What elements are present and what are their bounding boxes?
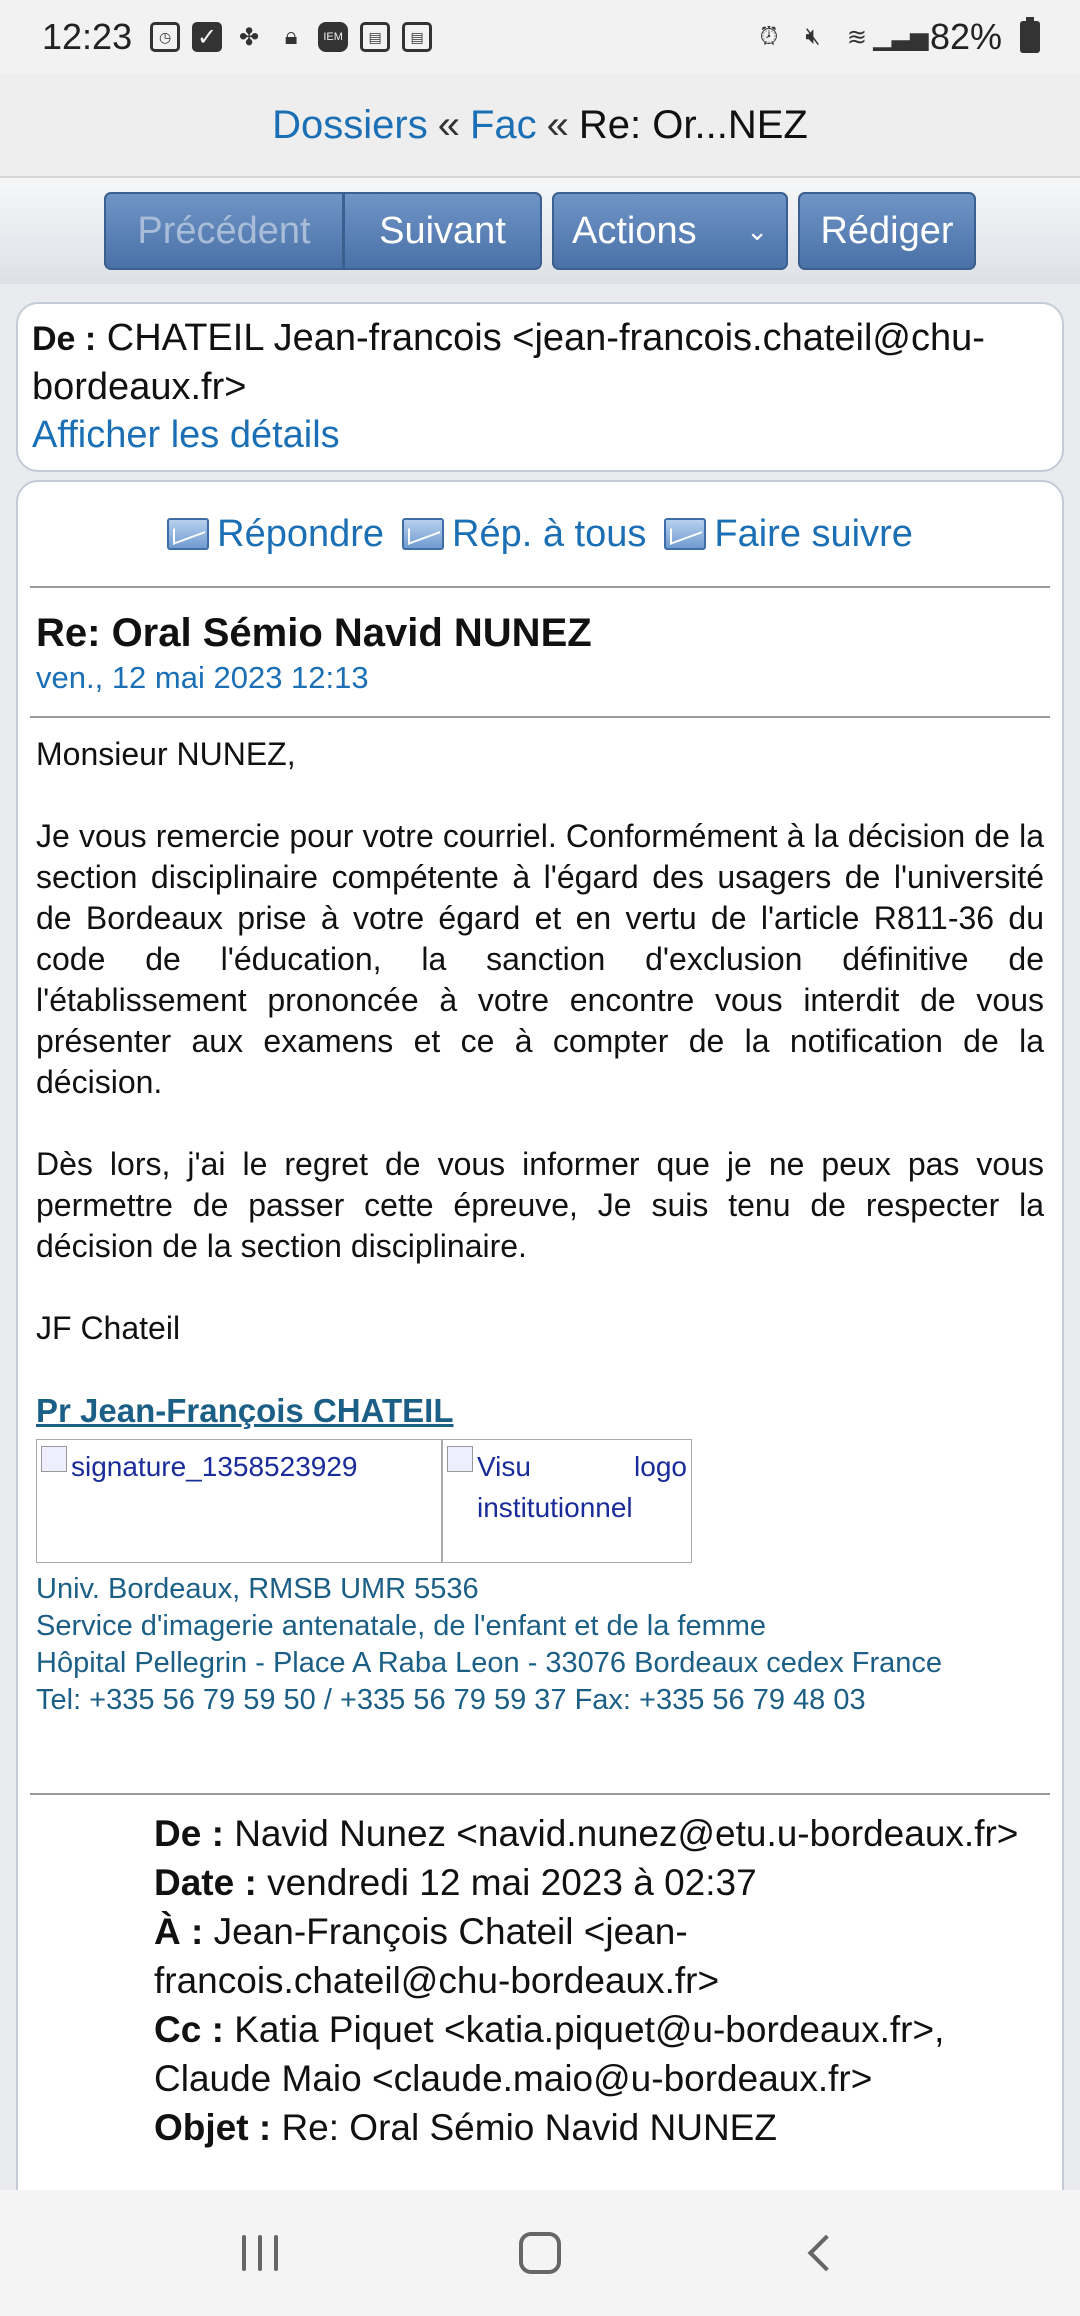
recent-apps-button[interactable] — [230, 2223, 290, 2283]
reply-all-icon — [402, 518, 444, 550]
forward-button[interactable] — [664, 513, 913, 556]
quoted-cc-label: Cc : — [154, 2009, 224, 2050]
quoted-subject — [154, 2103, 1030, 2152]
reply-label: Répondre — [217, 512, 385, 555]
quoted-to-value: Jean-François Chateil <jean-francois.chateil@chu-bordeaux.fr> — [154, 1911, 720, 2001]
wifi-icon: ≋ — [846, 23, 867, 51]
check-icon: ✓ — [192, 22, 222, 52]
message-paragraph: Dès lors, j'ai le regret de vous informer que je ne peux pas vous permettre de passer cette épreuve, Je suis tenu de respecter la décision de la section disciplinaire. — [36, 1146, 1044, 1264]
quoted-date-value: vendredi 12 mai 2023 à 02:37 — [267, 1862, 757, 1903]
reply-button[interactable] — [167, 513, 384, 556]
quoted-cc-value: Katia Piquet <katia.piquet@u-bordeaux.fr>, Claude Maio <claude.maio@u-bordeaux.fr> — [154, 2009, 945, 2099]
recent-apps-icon — [242, 2235, 278, 2271]
battery-icon — [1020, 21, 1040, 53]
quoted-header — [30, 1795, 1050, 2152]
home-button[interactable] — [510, 2223, 570, 2283]
battery-percent: 82% — [929, 16, 1002, 57]
signature-line: Service d'imagerie antenatale, de l'enfant et de la femme — [36, 1610, 767, 1642]
alarm-icon: ⏰︎ — [759, 23, 779, 50]
reply-actions — [30, 482, 1050, 588]
quoted-to — [154, 1907, 1030, 2005]
fan-icon: ✤ — [239, 23, 260, 51]
sender-card — [16, 302, 1064, 472]
signature-images — [36, 1439, 1044, 1563]
iem-icon: IEM — [318, 22, 348, 52]
message-body — [30, 718, 1050, 1719]
clock-icon: ◷ — [150, 22, 180, 52]
show-details-link[interactable]: Afficher les détails — [32, 414, 340, 456]
reply-icon — [167, 518, 209, 550]
subject-block — [30, 588, 1050, 718]
reply-all-button[interactable] — [402, 513, 646, 556]
system-icons — [754, 16, 1040, 58]
logo-image-alt: Visu logo institutionnel — [477, 1451, 687, 1523]
signature-line: Univ. Bordeaux, RMSB UMR 5536 — [36, 1573, 479, 1605]
institution-logo-image — [442, 1439, 692, 1563]
message-paragraph: Je vous remercie pour votre courriel. Conformément à la décision de la section disciplinaire compétente à l'égard des usagers de l'université de Bordeaux prise à votre égard et en vertu de l'article R811-36 du code de l'éducation, la sanction d'exclusion définitive de l'établissement prononcée à votre encontre vous interdit de vous présenter aux examens et ce à compter de la notification de la décision. — [36, 818, 1044, 1100]
quoted-from-value: Navid Nunez <navid.nunez@etu.u-bordeaux.fr> — [234, 1813, 1019, 1854]
broken-image-icon — [447, 1446, 473, 1472]
previous-button[interactable]: Précédent — [104, 192, 344, 270]
breadcrumb-fac-link[interactable]: Fac — [469, 102, 537, 147]
signature-contact — [36, 1571, 1044, 1719]
breadcrumb-separator: « — [546, 102, 569, 147]
breadcrumb-separator: « — [437, 102, 460, 147]
lock-icon: 🔒︎ — [284, 23, 298, 50]
breadcrumb — [0, 74, 1080, 178]
signature-image — [36, 1439, 442, 1563]
breadcrumb-folders-link[interactable]: Dossiers — [272, 102, 428, 147]
quoted-subject-label: Objet : — [154, 2107, 272, 2148]
system-nav-bar — [0, 2190, 1080, 2316]
status-bar — [0, 0, 1080, 74]
signature-name-link[interactable]: Pr Jean-François CHATEIL — [36, 1392, 454, 1429]
quoted-cc — [154, 2005, 1030, 2103]
signal-icon: ▁▃▅ — [873, 23, 929, 51]
notification-icons — [150, 22, 432, 52]
quoted-from-label: De : — [154, 1813, 224, 1854]
sender-line — [32, 314, 1048, 411]
forward-label: Faire suivre — [714, 512, 913, 555]
message-date: ven., 12 mai 2023 12:13 — [36, 660, 369, 695]
compose-button[interactable]: Rédiger — [798, 192, 976, 270]
forward-icon — [664, 518, 706, 550]
message-closing: JF Chateil — [36, 1310, 181, 1346]
message-greeting: Monsieur NUNEZ, — [36, 736, 296, 772]
quoted-subject-value: Re: Oral Sémio Navid NUNEZ — [281, 2107, 777, 2148]
signature-image-alt: signature_1358523929 — [71, 1451, 358, 1482]
next-button[interactable]: Suivant — [344, 192, 542, 270]
home-icon — [519, 2232, 561, 2274]
actions-label: Actions — [572, 209, 697, 252]
quoted-date — [154, 1858, 1030, 1907]
reply-all-label: Rép. à tous — [452, 512, 647, 555]
message-card — [16, 480, 1064, 2316]
status-time: 12:23 — [42, 16, 133, 57]
message-subject: Re: Oral Sémio Navid NUNEZ — [36, 611, 592, 655]
calendar-icon: ▤ — [402, 22, 432, 52]
sender-label: De : — [32, 320, 97, 358]
navigation-button-group — [104, 192, 542, 270]
breadcrumb-current: Re: Or...NEZ — [578, 102, 808, 147]
sender-value: CHATEIL Jean-francois <jean-francois.chateil@chu-bordeaux.fr> — [32, 317, 985, 408]
back-button[interactable] — [790, 2223, 850, 2283]
calendar-icon: ▤ — [360, 22, 390, 52]
message-toolbar — [0, 178, 1080, 284]
back-icon — [808, 2235, 845, 2272]
quoted-to-label: À : — [154, 1911, 204, 1952]
signature-line: Hôpital Pellegrin - Place A Raba Leon - 33076 Bordeaux cedex France — [36, 1647, 943, 1679]
chevron-down-icon: ⌄ — [746, 215, 768, 246]
mute-icon: 🔇︎ — [805, 23, 821, 50]
signature-line: Tel: +335 56 79 59 50 / +335 56 79 59 37 Fax: +335 56 79 48 03 — [36, 1684, 866, 1716]
quoted-from — [154, 1809, 1030, 1858]
actions-dropdown[interactable] — [552, 192, 788, 270]
quoted-date-label: Date : — [154, 1862, 257, 1903]
broken-image-icon — [41, 1446, 67, 1472]
